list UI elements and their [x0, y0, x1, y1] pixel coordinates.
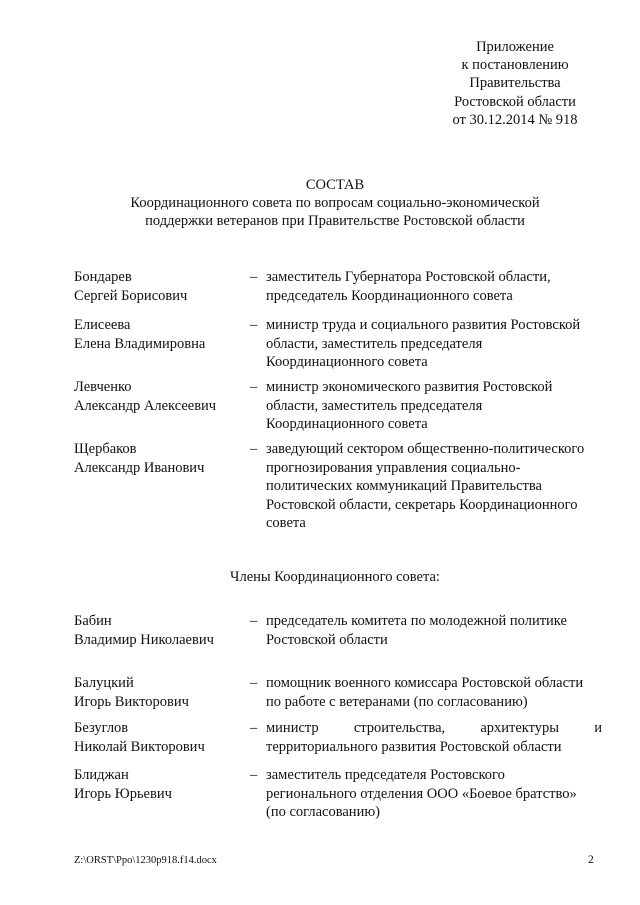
position-line: области, заместитель председателя: [266, 397, 483, 414]
members-heading: Члены Координационного совета:: [230, 569, 440, 585]
entry-dash: –: [250, 613, 258, 629]
title-heading: СОСТАВ: [305, 177, 365, 193]
entry-dash: –: [250, 767, 258, 783]
person-name: [74, 378, 244, 415]
position-line: Координационного совета: [266, 354, 428, 370]
person-position: [266, 316, 602, 372]
person-position: [266, 378, 602, 434]
person-given-name: Александр Алексеевич: [74, 397, 217, 414]
entry-dash: –: [250, 317, 258, 333]
position-line: Ростовской области, секретарь Координационного: [266, 496, 578, 513]
person-surname: Бабин: [74, 613, 112, 629]
title-line: поддержки ветеранов при Правительстве Ростовской области: [145, 213, 525, 229]
appendix-line: от 30.12.2014 № 918: [452, 111, 578, 128]
appendix-line: Приложение: [476, 39, 554, 55]
person-surname: Балуцкий: [74, 675, 134, 691]
entry-dash: –: [250, 675, 258, 691]
position-line: по работе с ветеранами (по согласованию): [266, 693, 528, 710]
position-line: министр труда и социального развития Ростовской: [266, 317, 581, 333]
person-position: [266, 268, 602, 305]
position-line: политических коммуникаций Правительства: [266, 478, 542, 494]
position-line: прогнозирования управления социально-: [266, 459, 521, 476]
person-given-name: Александр Иванович: [74, 459, 205, 476]
person-given-name: Николай Викторович: [74, 738, 205, 755]
person-surname: Щербаков: [74, 441, 137, 457]
appendix-line: Ростовской области: [454, 93, 576, 110]
person-surname: Безуглов: [74, 720, 129, 736]
person-position: [266, 719, 602, 756]
person-name: [74, 612, 244, 649]
appendix-line: к постановлению: [461, 57, 569, 74]
entry-dash: –: [250, 379, 258, 395]
person-given-name: Игорь Викторович: [74, 693, 189, 710]
person-given-name: Елена Владимировна: [74, 335, 206, 352]
position-line: заместитель председателя Ростовского: [266, 767, 505, 783]
entry-dash: –: [250, 720, 258, 736]
person-surname: Блиджан: [74, 767, 129, 783]
position-line: заведующий сектором общественно-политического: [266, 441, 585, 457]
position-line: председатель комитета по молодежной политике: [266, 613, 567, 629]
position-line: Ростовской области: [266, 631, 388, 648]
appendix-block: [440, 38, 590, 129]
appendix-line: Правительства: [469, 75, 561, 92]
title-line: Координационного совета по вопросам социально-экономической: [130, 195, 540, 211]
person-name: [74, 440, 244, 477]
person-name: [74, 316, 244, 353]
position-line: Координационного совета: [266, 416, 428, 432]
person-name: [74, 268, 244, 305]
position-line: министр экономического развития Ростовской: [266, 379, 553, 395]
person-surname: Бондарев: [74, 269, 132, 285]
person-position: [266, 612, 602, 649]
position-line: (по согласованию): [266, 804, 380, 820]
position-line: заместитель Губернатора Ростовской области,: [266, 269, 551, 285]
person-given-name: Игорь Юрьевич: [74, 785, 172, 802]
position-line: регионального отделения ООО «Боевое братство»: [266, 785, 577, 802]
file-path: Z:\ORST\Ppo\1230p918.f14.docx: [74, 855, 217, 866]
person-given-name: Сергей Борисович: [74, 287, 188, 304]
position-line: помощник военного комиссара Ростовской области: [266, 675, 584, 691]
person-name: [74, 719, 244, 756]
position-line: председатель Координационного совета: [266, 287, 513, 304]
position-line: министр строительства, архитектуры и: [266, 720, 602, 736]
entry-dash: –: [250, 441, 258, 457]
position-line: территориального развития Ростовской области: [266, 738, 562, 755]
document-title: [70, 176, 600, 230]
person-name: [74, 674, 244, 711]
person-given-name: Владимир Николаевич: [74, 631, 214, 648]
page-number: 2: [588, 854, 594, 866]
person-position: [266, 440, 602, 533]
entry-dash: –: [250, 269, 258, 285]
person-position: [266, 766, 602, 822]
person-surname: Елисеева: [74, 317, 131, 333]
person-name: [74, 766, 244, 803]
person-surname: Левченко: [74, 379, 132, 395]
position-line: совета: [266, 515, 306, 531]
person-position: [266, 674, 602, 711]
position-line: области, заместитель председателя: [266, 335, 483, 352]
